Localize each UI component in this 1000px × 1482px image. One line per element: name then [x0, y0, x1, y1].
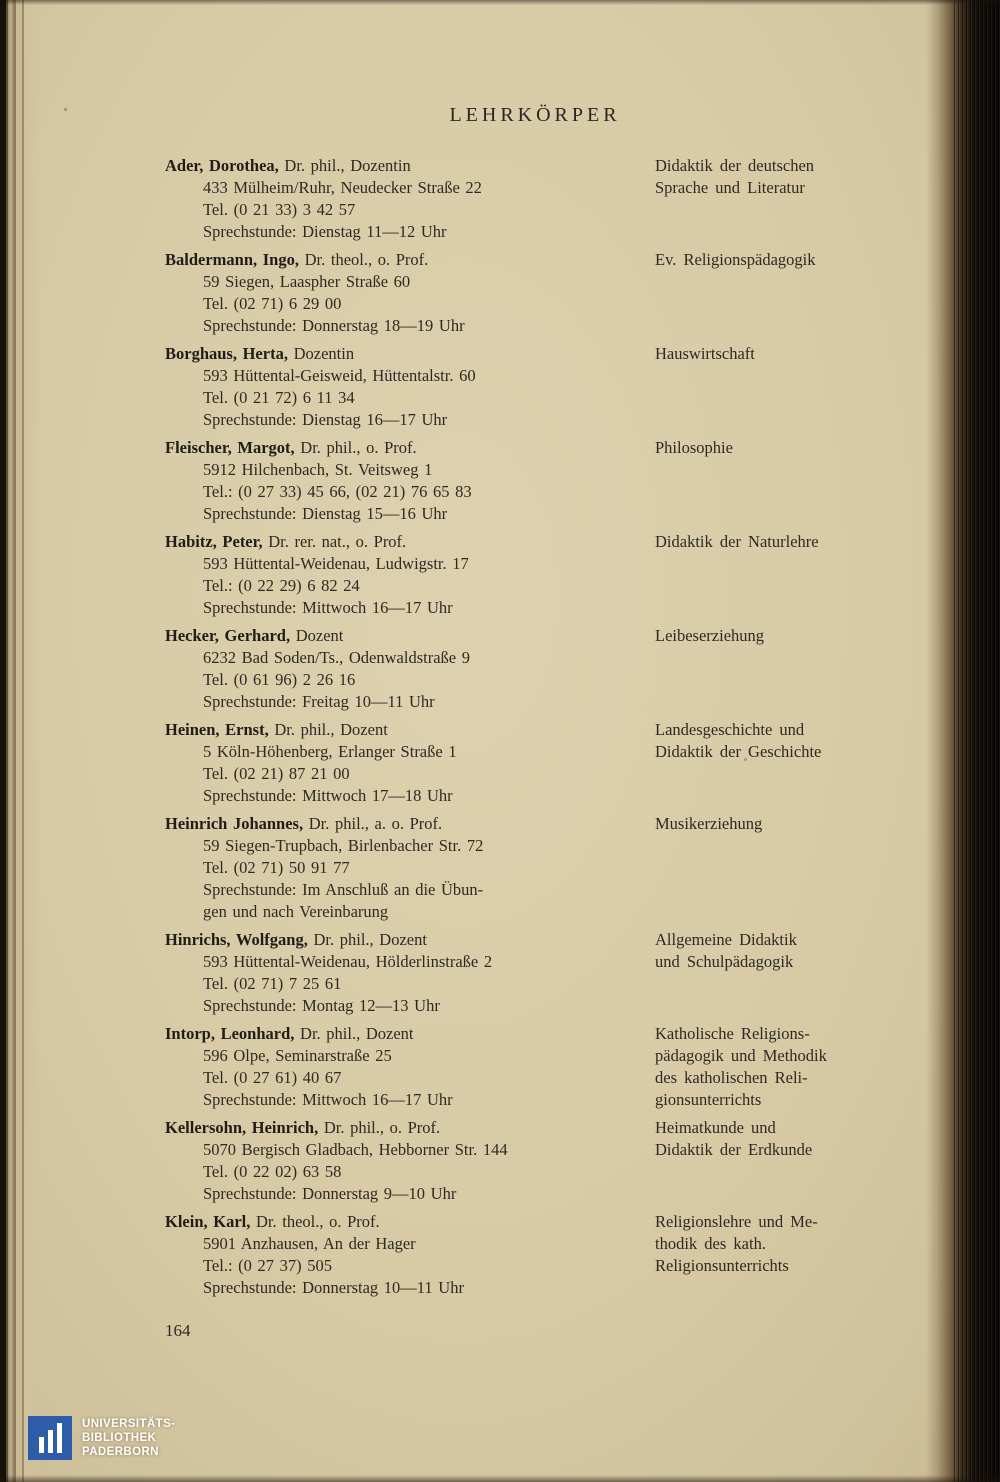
subject-line: Didaktik der deutschen [655, 156, 815, 175]
subject-line: Didaktik der Geschichte [655, 742, 822, 761]
person-name: Habitz, Peter, [165, 532, 263, 551]
address-line: 593 Hüttental-Geisweid, Hüttentalstr. 60 [203, 366, 476, 385]
faculty-entry [165, 625, 905, 713]
address-line: 59 Siegen-Trupbach, Birlenbacher Str. 72 [203, 836, 484, 855]
entry-name-line [165, 343, 655, 365]
phone-line: Tel. (0 21 33) 3 42 57 [203, 200, 356, 219]
entry-name-line [165, 1023, 655, 1045]
person-name: Borghaus, Herta, [165, 344, 288, 363]
faculty-entry [165, 719, 905, 807]
person-credentials: Dr. theol., o. Prof. [298, 250, 429, 269]
phone-line: Tel. (02 21) 87 21 00 [203, 764, 350, 783]
faculty-entry [165, 929, 905, 1017]
entry-details [165, 625, 655, 713]
faculty-entry [165, 813, 905, 923]
person-name: Hinrichs, Wolfgang, [165, 930, 308, 949]
address-line: 593 Hüttental-Weidenau, Hölderlinstraße 2 [203, 952, 493, 971]
faculty-entry [165, 437, 905, 525]
library-name [82, 1417, 175, 1459]
entry-details [165, 1117, 655, 1205]
office-hours-line: Sprechstunde: Donnerstag 18—19 Uhr [203, 316, 465, 335]
entry-subject [655, 625, 905, 713]
person-name: Intorp, Leonhard, [165, 1024, 295, 1043]
address-line: 596 Olpe, Seminarstraße 25 [203, 1046, 392, 1065]
logo-bar [39, 1437, 44, 1453]
person-credentials: Dr. phil., Dozent [268, 720, 388, 739]
faculty-entry [165, 249, 905, 337]
office-hours-line: Sprechstunde: Mittwoch 17—18 Uhr [203, 786, 453, 805]
entry-subject [655, 343, 905, 431]
faculty-entry [165, 343, 905, 431]
subject-line: Religionsunterrichts [655, 1256, 789, 1275]
phone-line: Tel.: (0 27 37) 505 [203, 1256, 333, 1275]
phone-line: Tel. (02 71) 6 29 00 [203, 294, 342, 313]
library-name-line: UNIVERSITÄTS- [82, 1418, 176, 1430]
subject-line: Heimatkunde und [655, 1118, 776, 1137]
office-hours-line: Sprechstunde: Dienstag 16—17 Uhr [203, 410, 448, 429]
entry-subject [655, 249, 905, 337]
subject-line: des katholischen Reli- [655, 1068, 808, 1087]
entry-details [165, 531, 655, 619]
entry-subject [655, 719, 905, 807]
entry-name-line [165, 249, 655, 271]
address-line: 5070 Bergisch Gladbach, Hebborner Str. 144 [203, 1140, 508, 1159]
phone-line: Tel. (0 27 61) 40 67 [203, 1068, 342, 1087]
entry-subject [655, 813, 905, 923]
library-name-line: PADERBORN [82, 1446, 159, 1458]
entry-subject [655, 1023, 905, 1111]
phone-line: Tel.: (0 22 29) 6 82 24 [203, 576, 360, 595]
person-name: Ader, Dorothea, [165, 156, 279, 175]
subject-line: gionsunterrichts [655, 1090, 762, 1109]
office-hours-line: Sprechstunde: Dienstag 11—12 Uhr [203, 222, 447, 241]
faculty-entry [165, 531, 905, 619]
address-line: 5901 Anzhausen, An der Hager [203, 1234, 416, 1253]
subject-line: pädagogik und Methodik [655, 1046, 827, 1065]
person-name: Heinen, Ernst, [165, 720, 269, 739]
entry-subject [655, 437, 905, 525]
address-line: 59 Siegen, Laaspher Straße 60 [203, 272, 411, 291]
phone-line: Tel. (0 22 02) 63 58 [203, 1162, 342, 1181]
subject-line: Allgemeine Didaktik [655, 930, 797, 949]
subject-line: und Schulpädagogik [655, 952, 794, 971]
person-credentials: Dozentin [287, 344, 355, 363]
subject-line: Musikerziehung [655, 814, 763, 833]
office-hours-line: Sprechstunde: Im Anschluß an die Übun- [203, 880, 484, 899]
person-credentials: Dr. phil., o. Prof. [294, 438, 417, 457]
entry-subject [655, 531, 905, 619]
person-credentials: Dr. phil., Dozentin [278, 156, 411, 175]
entry-name-line [165, 625, 655, 647]
person-credentials: Dr. phil., Dozent [307, 930, 427, 949]
office-hours-line: Sprechstunde: Donnerstag 10—11 Uhr [203, 1278, 464, 1297]
person-credentials: Dr. phil., o. Prof. [318, 1118, 441, 1137]
entry-details [165, 343, 655, 431]
person-name: Fleischer, Margot, [165, 438, 295, 457]
subject-line: Didaktik der Naturlehre [655, 532, 819, 551]
office-hours-line: Sprechstunde: Donnerstag 9—10 Uhr [203, 1184, 457, 1203]
person-credentials: Dozent [290, 626, 344, 645]
person-name: Heinrich Johannes, [165, 814, 304, 833]
office-hours-line: Sprechstunde: Dienstag 15—16 Uhr [203, 504, 448, 523]
entry-name-line [165, 929, 655, 951]
person-name: Kellersohn, Heinrich, [165, 1118, 319, 1137]
office-hours-line-continued: gen und nach Vereinbarung [203, 902, 389, 921]
entry-details [165, 719, 655, 807]
person-credentials: Dr. rer. nat., o. Prof. [262, 532, 407, 551]
entry-name-line [165, 719, 655, 741]
address-line: 6232 Bad Soden/Ts., Odenwaldstraße 9 [203, 648, 470, 667]
scan-bottom-shadow [0, 1475, 1000, 1482]
subject-line: Hauswirtschaft [655, 344, 755, 363]
office-hours-line: Sprechstunde: Freitag 10—11 Uhr [203, 692, 435, 711]
subject-line: Sprache und Literatur [655, 178, 805, 197]
address-line: 5912 Hilchenbach, St. Veitsweg 1 [203, 460, 433, 479]
page-number: 164 [165, 1321, 191, 1340]
ub-paderborn-logo-icon [28, 1416, 72, 1460]
phone-line: Tel. (02 71) 50 91 77 [203, 858, 350, 877]
office-hours-line: Sprechstunde: Montag 12—13 Uhr [203, 996, 440, 1015]
phone-line: Tel. (0 61 96) 2 26 16 [203, 670, 356, 689]
entry-details [165, 813, 655, 923]
page-title: LEHRKÖRPER [449, 104, 621, 126]
person-credentials: Dr. phil., Dozent [294, 1024, 414, 1043]
library-name-line: BIBLIOTHEK [82, 1432, 157, 1444]
phone-line: Tel. (02 71) 7 25 61 [203, 974, 342, 993]
entry-details [165, 1023, 655, 1111]
library-watermark [28, 1416, 175, 1460]
subject-line: Didaktik der Erdkunde [655, 1140, 813, 1159]
subject-line: Landesgeschichte und [655, 720, 805, 739]
subject-line: Philosophie [655, 438, 733, 457]
entry-name-line [165, 531, 655, 553]
office-hours-line: Sprechstunde: Mittwoch 16—17 Uhr [203, 1090, 453, 1109]
office-hours-line: Sprechstunde: Mittwoch 16—17 Uhr [203, 598, 453, 617]
faculty-entry [165, 155, 905, 243]
address-line: 593 Hüttental-Weidenau, Ludwigstr. 17 [203, 554, 469, 573]
entry-subject [655, 1117, 905, 1205]
subject-line: Religionslehre und Me- [655, 1212, 818, 1231]
entry-details [165, 155, 655, 243]
faculty-list [165, 155, 905, 1299]
phone-line: Tel.: (0 27 33) 45 66, (02 21) 76 65 83 [203, 482, 472, 501]
entry-name-line [165, 155, 655, 177]
entry-name-line [165, 1211, 655, 1233]
phone-line: Tel. (0 21 72) 6 11 34 [203, 388, 355, 407]
person-name: Baldermann, Ingo, [165, 250, 299, 269]
person-name: Hecker, Gerhard, [165, 626, 291, 645]
subject-line: Katholische Religions- [655, 1024, 810, 1043]
entry-subject [655, 929, 905, 1017]
address-line: 433 Mülheim/Ruhr, Neudecker Straße 22 [203, 178, 482, 197]
entry-name-line [165, 437, 655, 459]
entry-subject [655, 155, 905, 243]
logo-bar [48, 1430, 53, 1453]
faculty-entry [165, 1211, 905, 1299]
entry-details [165, 929, 655, 1017]
person-name: Klein, Karl, [165, 1212, 251, 1231]
entry-name-line [165, 813, 655, 835]
faculty-entry [165, 1117, 905, 1205]
entry-details [165, 437, 655, 525]
entry-details [165, 1211, 655, 1299]
logo-bar [57, 1423, 62, 1453]
faculty-entry [165, 1023, 905, 1111]
entry-subject [655, 1211, 905, 1299]
entry-details [165, 249, 655, 337]
address-line: 5 Köln-Höhenberg, Erlanger Straße 1 [203, 742, 457, 761]
subject-line: Leibeserziehung [655, 626, 765, 645]
subject-line: thodik des kath. [655, 1234, 766, 1253]
person-credentials: Dr. theol., o. Prof. [250, 1212, 380, 1231]
subject-line: Ev. Religionspädagogik [655, 250, 816, 269]
person-credentials: Dr. phil., a. o. Prof. [303, 814, 443, 833]
entry-name-line [165, 1117, 655, 1139]
